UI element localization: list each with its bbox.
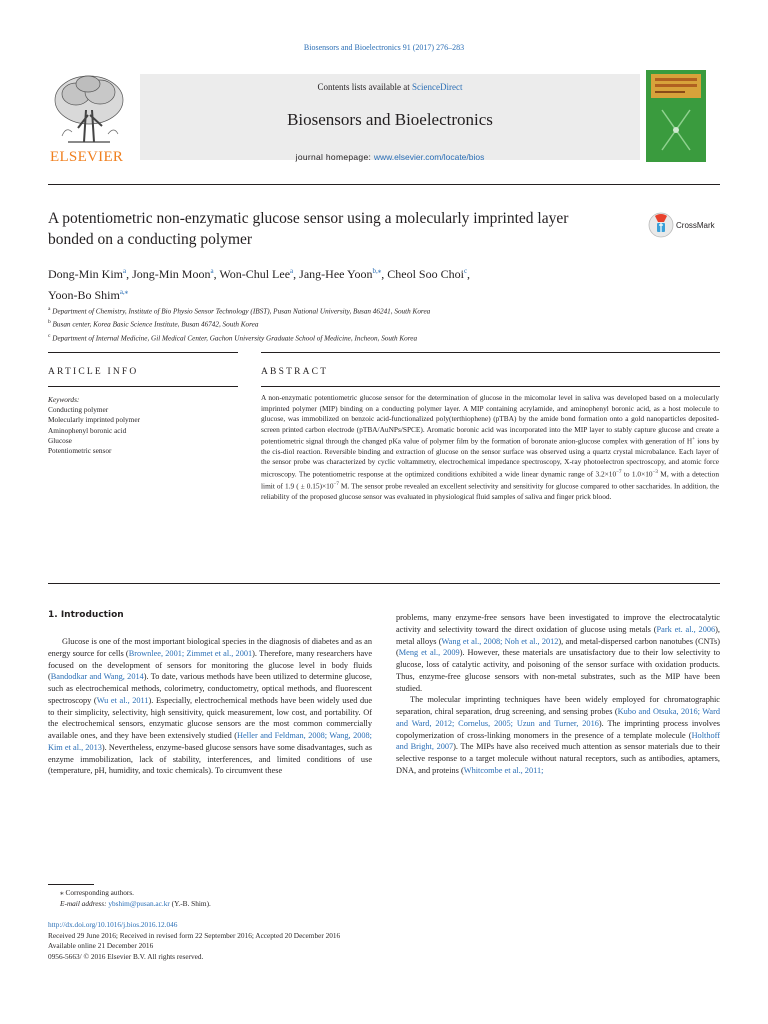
reference-link[interactable]: Park et. al., 2006 [656, 624, 716, 634]
footnote-line: ⁎ Corresponding authors. [60, 888, 134, 897]
affiliation-item: $^a$ Department of Chemistry, Institute of Bio Physio Sensor Technology (IBST), Pusan National University, Busan 46241, South Korea [48, 306, 431, 316]
reference-link[interactable]: Wu et al., 2011 [96, 695, 149, 705]
contents-line [140, 82, 640, 92]
journal-title: Biosensors and Bioelectronics [287, 110, 493, 129]
keyword-item: Conducting polymer [48, 405, 109, 415]
publisher-logo [48, 70, 130, 168]
email-link[interactable]: ybshim@pusan.ac.kr [108, 898, 170, 908]
journal-homepage [140, 152, 640, 162]
abstract-top-rule [261, 352, 720, 353]
masthead-rule [48, 184, 720, 185]
affiliation-item: $^b$ Busan center, Korea Basic Science Institute, Busan 46742, South Korea [48, 319, 259, 329]
section-heading-introduction: 1. Introduction [48, 610, 124, 620]
keywords-block [48, 395, 238, 456]
corresponding-author-footnote [48, 888, 448, 909]
author-item[interactable]: Yoon-Bo Shim$^{a,⁎}$ [48, 288, 129, 302]
reference-link[interactable]: Kubo and Otsuka, 2016; Ward and Ward, 2012; Cornelus, 2005; Uzun and Turner, 2016 [396, 707, 720, 728]
online-date: Available online 21 December 2016 [48, 941, 154, 950]
reference-link[interactable]: Heller and Feldman, 2008; Wang, 2008; Kim et al., 2013 [48, 731, 372, 752]
crossmark-badge[interactable] [648, 212, 738, 238]
article-info-rule [48, 386, 238, 387]
keyword-item: Aminophenyl boronic acid [48, 425, 127, 435]
homepage-link[interactable]: www.elsevier.com/locate/bios [373, 152, 485, 162]
author-item[interactable]: Jang-Hee Yoon$^{b,⁎}$, [299, 267, 388, 281]
abstract-bottom-rule [48, 583, 720, 584]
contents-prefix: Contents lists available at [317, 82, 412, 92]
homepage-label: journal homepage: [295, 152, 374, 162]
crossmark-label: CrossMark [676, 221, 715, 230]
journal-citation[interactable]: Biosensors and Bioelectronics 91 (2017) 276–283 [303, 43, 465, 52]
masthead [48, 70, 720, 168]
cover-artwork [646, 70, 706, 162]
reference-link[interactable]: Whitcombe et al., 2011; [463, 765, 544, 775]
keywords-label: Keywords: [48, 395, 80, 404]
sciencedirect-link[interactable]: ScienceDirect [412, 82, 463, 92]
author-item[interactable]: Dong-Min Kim$^a$, [48, 267, 133, 281]
reference-link[interactable]: Brownlee, 2001; Zimmet et al., 2001 [128, 648, 253, 658]
doi-link[interactable]: http://dx.doi.org/10.1016/j.bios.2016.12.046 [48, 920, 178, 929]
article-info-heading: ARTICLE INFO [48, 367, 139, 377]
footnote-email-line: E-mail address: ybshim@pusan.ac.kr (Y.-B. Shim). [60, 898, 211, 908]
abstract-rule [261, 386, 720, 387]
body-paragraph: Glucose is one of the most important biological species in the diagnosis of diabetes and as an energy source for cells (Brownlee, 2001; Zimmet et al., 2001). Therefore, many researchers have focused on the development of sensors for monitoring the glucose level in body fluids (Bandodkar and Wang, 2014). To date, various methods have been utilized to determine glucose, such as electrochemical methods, colorimetry, conductometry, optical methods, and fluorescent spectroscopy (Wu et al., 2011). Especially, electrochemical methods have been widely used due to their simplicity, selectivity, high sensitivity, quick measurement, low cost, and portability. Of the electrochemical sensors, enzymatic glucose sensors are the most common commercially available ones, and they have been extensively studied (Heller and Feldman, 2008; Wang, 2008; Kim et al., 2013). Nevertheless, enzyme-based glucose sensors have some disadvantages, such as enzyme immobilization, lack of stability, interferences, and limited conditions of use (temperature, pH, humidity, and toxic chemicals). To circumvent these [48, 637, 373, 776]
elsevier-tree-icon [48, 70, 130, 148]
author-list [48, 262, 668, 304]
crossmark-icon [648, 212, 674, 238]
keyword-item: Glucose [48, 435, 72, 445]
reference-link[interactable]: Wang et al., 2008; Noh et al., 2012 [441, 636, 559, 646]
article-title: A potentiometric non-enzymatic glucose sensor using a molecularly imprinted layer bonded on a conducting polymer [48, 210, 569, 248]
publication-info [48, 920, 548, 962]
reference-link[interactable]: Holthoff and Bright, 2007 [396, 730, 720, 752]
body-paragraph: The molecular imprinting techniques have been widely employed for chromatographic separation, chiral separation, drug screening, and sensing probes (Kubo and Otsuka, 2016; Ward and Ward, 2012; Cornelus, 2005; Uzun and Turner, 2016). The imprinting process involves copolymerization of cross-linking monomers in the presence of a template molecule (Holthoff and Bright, 2007). The MIPs have also received much attention as sensor materials due to their selective response to a target molecule without natural receptors, such as antibodies, aptamers, DNA, and proteins (Whitcombe et al., 2011; [396, 695, 721, 775]
journal-cover-thumbnail [646, 70, 706, 162]
keyword-item: Potentiometric sensor [48, 446, 112, 456]
affiliations [48, 304, 720, 344]
abstract-text: A non-enzymatic potentiometric glucose sensor for the determination of glucose in the micomolar level in saliva was developed based on a molecularly imprinted polymer (MIP) binding on a conducting polymer layer. A MIP containing acrylamide, and aminophenyl boronic acid, as a host molecule to glucose, was immobilized on benzoic acid-functionalized poly(terthiophene) (pTBA) by the amide bond formation onto a gold nanoparticles deposited-screen printed carbon electrode (pTBA/AuNPs/SPCE). Aromatic boronic acid was incorporated into the MIP layer to stably capture glucose and create a potentiometric signal through the changed pKa value of polymer film by the formation of boronate anion-glucose complex with generation of H+ ions by the cis-diol reaction. Reversible binding and extraction of glucose on the sensor surface was observed using a quartz crystal microbalance. Each layer of the sensor probe was characterized by cyclic voltammetry, electrochemical impedance spectroscopy, X-ray photoelectron spectroscopy, and atomic force microscopy. The potentiometric response at the optimized conditions exhibited a wide linear dynamic range of $3.2\times 10^{-7}$ to $1.0\times 10^{-3}$ M, with a detection limit of 1.9 ( ± $0.15)\times 10^{-7}$ M. The sensor probe revealed an excellent selectivity and sensitivity for glucose compared to other saccharides. In addition, the reliability of the proposed glucose sensor was evaluated in physiological fluid samples of saliva and finger prick blood. [261, 393, 720, 501]
reference-link[interactable]: Meng et al., 2009 [398, 648, 460, 658]
publisher-name: ELSEVIER [50, 149, 124, 165]
copyright-line: 0956-5663/ © 2016 Elsevier B.V. All rights reserved. [48, 951, 204, 961]
body-column-left [48, 636, 372, 777]
article-info-top-rule [48, 352, 238, 353]
footnote-rule [48, 884, 94, 885]
reference-link[interactable]: Bandodkar and Wang, 2014 [50, 672, 144, 682]
abstract-heading: ABSTRACT [261, 367, 329, 377]
received-dates: Received 29 June 2016; Received in revised form 22 September 2016; Accepted 20 December 2016 [48, 930, 341, 940]
author-item[interactable]: Cheol Soo Choi$^c$, [387, 267, 471, 281]
keyword-item: Molecularly imprinted polymer [48, 415, 140, 425]
author-item[interactable]: Jong-Min Moon$^a$, [132, 267, 220, 281]
body-column-right [396, 612, 720, 777]
author-item[interactable]: Won-Chul Lee$^a$, [219, 267, 300, 281]
body-paragraph: problems, many enzyme-free sensors have been investigated to improve the electrocatalytic activity and selectivity toward the direct oxidation of glucose using metals (Park et. al., 2006), metal alloys (Wang et al., 2008; Noh et al., 2012), and metal-dispersed carbon nanotubes (CNTs) (Meng et al., 2009). However, these materials are unsatisfactory due to their low selectivity to glucose, loss of catalytic activity, and poisoning of the sensor surface with oxidation products. Thus, enzyme-free glucose sensors with non-metal substrates, such as the MIP have been studied. [396, 613, 720, 693]
affiliation-item: $^c$ Department of Internal Medicine, Gil Medical Center, Gachon University Graduate School of Medicine, Incheon, South Korea [48, 332, 418, 343]
journal-banner [140, 74, 640, 160]
